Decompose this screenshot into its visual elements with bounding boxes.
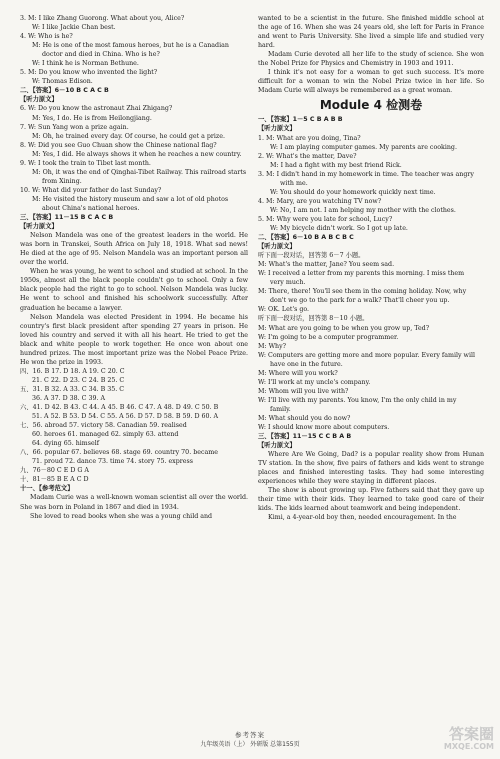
text-line: W: Thomas Edison. bbox=[32, 78, 93, 86]
text-line: very much. bbox=[270, 279, 306, 287]
text-line: 5. M: Do you know who invented the light? bbox=[20, 69, 158, 77]
text-line: 5. M: Why were you late for school, Lucy? bbox=[258, 215, 393, 223]
text-line: M: I had a fight with my best friend Rick. bbox=[270, 161, 402, 169]
text-line: M: He is one of the most famous heroes, but he is a Canadian bbox=[32, 42, 229, 50]
text-line: 4. W: Who is he? bbox=[20, 33, 73, 41]
text-line: W: I'll work at my uncle's company. bbox=[258, 378, 371, 386]
text-line: W: I'll live with my parents. You know, I'm the only child in my bbox=[258, 396, 457, 404]
text-line: W: I should know more about computers. bbox=[258, 424, 390, 432]
text-line: M: Why? bbox=[258, 342, 287, 350]
text-line: 6. W: Do you know the astronaut Zhai Zhigang? bbox=[20, 105, 173, 113]
text-line: W: My bicycle didn't work. So I got up late. bbox=[270, 224, 408, 232]
answer-line: 七、56. abroad 57. victory 58. Canadian 59. realised bbox=[20, 422, 187, 430]
passage-paragraph: Madam Curie devoted all her life to the study of science. She won the Nobel Prize for Physics and Chemistry in 1903 and 1911. bbox=[258, 51, 484, 68]
passage-paragraph: When he was young, he went to school and studied at school. In the 1950s, almost all the black people couldn't go to school. Only a few black people had the right to go to school. Nelson Mandela was lucky. He went to school and finished his schoolwork successfully. After graduation he became a lawyer. bbox=[20, 268, 248, 312]
passage-paragraph: She loved to read books when she was a young child and bbox=[30, 512, 213, 520]
answer-line: 六、41. D 42. B 43. C 44. A 45. B 46. C 47. A 48. D 49. C 50. B bbox=[20, 404, 219, 412]
section-label: 【听力原文】 bbox=[258, 125, 296, 133]
section-answer-header: 三、【答案】11－15 B C A C B bbox=[20, 214, 114, 222]
text-line: doctor and died in China. Who is he? bbox=[42, 51, 160, 59]
section-label: 【听力原文】 bbox=[20, 223, 58, 231]
text-line: W: No, I am not. I am helping my mother with the clothes. bbox=[270, 206, 456, 214]
passage-paragraph: Nelson Mandela was elected President in 1994. He became his country's first black president after spending 27 years in prison. He loved his country and served it with all his heart. He tried to get the black and white people to work together. He once won about one hundred prizes. The most important prize was the Nobel Peace Prize. He won the prize in 1993. bbox=[20, 313, 248, 366]
answer-line: 四、16. B 17. D 18. A 19. C 20. C bbox=[20, 367, 125, 375]
footer-label: 参考答案 bbox=[235, 731, 265, 739]
passage-paragraph: Kimi, a 4-year-old boy then, needed encouragement. In the bbox=[268, 514, 457, 522]
answer-line: 十、81－85 B E A C D bbox=[20, 476, 89, 484]
text-line: W: Computers are getting more and more popular. Every family will bbox=[258, 351, 475, 359]
section-label: 【听力原文】 bbox=[258, 442, 296, 450]
text-line: M: He visited the history museum and saw a lot of old photos bbox=[32, 195, 229, 203]
section-answer-header: 二、【答案】6－10 B C A C B bbox=[20, 87, 109, 95]
section-answer-header: 二、【答案】6－10 B A B C B C bbox=[258, 234, 354, 242]
answer-line: 五、31. B 32. A 33. C 34. B 35. C bbox=[20, 385, 125, 393]
left-column bbox=[20, 14, 248, 521]
answer-line: 64. dying 65. himself bbox=[32, 440, 100, 448]
text-line: 3. M: I didn't hand in my homework in time. The teacher was angry bbox=[258, 170, 474, 178]
watermark-logo bbox=[422, 727, 494, 755]
watermark-url: MXQE.COM bbox=[443, 742, 494, 751]
section-label: 【听力原文】 bbox=[20, 96, 58, 104]
text-line: 10. W: What did your father do last Sunday? bbox=[20, 186, 162, 194]
text-line: have one in the future. bbox=[270, 360, 343, 368]
text-line: M: Where will you work? bbox=[258, 369, 338, 377]
answer-line: 九、76－80 C E D G A bbox=[20, 467, 89, 475]
text-line: M: Yes, I do. He is from Heilongjiang. bbox=[32, 114, 152, 122]
footer-page-info: 九年级英语（上） 外研版 总第155页 bbox=[200, 741, 300, 748]
section-answer-header: 三、【答案】11－15 C C B A B bbox=[258, 433, 352, 441]
text-line: 4. M: Mary, are you watching TV now? bbox=[258, 197, 382, 205]
answer-line: 36. A 37. D 38. C 39. A bbox=[32, 394, 106, 402]
text-line: 3. M: I like Zhang Guorong. What about you, Alice? bbox=[20, 15, 185, 22]
text-line: 听下面一段对话，回答第 6－7 小题。 bbox=[258, 252, 365, 260]
text-line: 9. W: I took the train to Tibet last month. bbox=[20, 159, 151, 167]
text-line: W: OK. Let's go. bbox=[258, 306, 310, 314]
section-answer-header: 十一、【参考范文】 bbox=[20, 485, 74, 493]
text-line: M: There, there! You'll see them in the coming holiday. Now, why bbox=[258, 288, 467, 296]
text-line: M: What's the matter, Jane? You seem sad. bbox=[258, 261, 395, 269]
module-title: Module 4 检测卷 bbox=[319, 98, 423, 113]
passage-paragraph: I think it's not easy for a woman to get such success. It's more difficult for a woman to win the Nobel Prize twice in her life. So Madam Curie will always be remembered as a great woman. bbox=[258, 69, 484, 95]
text-line: don't we go to the park for a walk? That'll cheer you up. bbox=[270, 297, 450, 305]
passage-paragraph: The show is about growing up. Five fathers said that they gave up their time with their kids. They learned to take good care of their kids. The kids learned about teamwork and being independent. bbox=[258, 487, 484, 513]
answer-line: 71. proud 72. dance 73. time 74. story 75. express bbox=[32, 458, 193, 466]
text-line: M: What should you do now? bbox=[258, 414, 351, 422]
passage-paragraph: Where Are We Going, Dad? is a popular reality show from Hunan TV station. In the show, five pairs of fathers and kids went to strange places and finished interesting tasks. They had some interesting experiences while they were staying in different places. bbox=[258, 451, 484, 486]
text-line: 1. M: What are you doing, Tina? bbox=[258, 134, 361, 142]
text-line: M: Oh, he trained every day. Of course, he could get a prize. bbox=[32, 132, 225, 140]
answer-line: 51. A 52. B 53. D 54. C 55. A 56. D 57. D 58. B 59. D 60. A bbox=[32, 413, 219, 421]
text-line: 2. W: What's the matter, Dave? bbox=[258, 152, 357, 160]
answer-line: 21. C 22. D 23. C 24. B 25. C bbox=[32, 376, 125, 384]
text-line: from Xining. bbox=[42, 177, 82, 185]
text-line: M: What are you going to be when you grow up, Ted? bbox=[258, 324, 430, 332]
watermark-text: 答案圈 bbox=[448, 725, 494, 743]
text-line: W: I like Jackie Chan best. bbox=[32, 24, 116, 32]
passage-paragraph: Madam Curie was a well-known woman scientist all over the world. She was born in Poland in 1867 and died in 1934. bbox=[20, 494, 248, 511]
text-line: 7. W: Sun Yang won a prize again. bbox=[20, 123, 129, 131]
text-line: W: I'm going to be a computer programmer. bbox=[258, 333, 399, 341]
text-line: family. bbox=[270, 405, 291, 413]
text-line: M: Oh, it was the end of Qinghai-Tibet Railway. This railroad starts bbox=[32, 168, 247, 176]
passage-paragraph: wanted to be a scientist in the future. She finished middle school at the age of 16. When she was 24 years old, she left for Paris in France and went to Paris University. She lived a simple life and studied very hard. bbox=[258, 15, 484, 50]
text-line: 听下面一段对话，回答第 8－10 小题。 bbox=[258, 315, 369, 323]
text-line: W: I think he is Norman Bethune. bbox=[32, 60, 139, 68]
text-line: W: You should do your homework quickly next time. bbox=[270, 188, 436, 196]
passage-paragraph: Nelson Mandela was one of the greatest leaders in the world. He was born in Transkei, South Africa on July 18, 1918. What sad news! He died at the age of 95. Nelson Mandela was an important person all over the world. bbox=[20, 232, 248, 267]
text-line: about China's national heroes. bbox=[42, 204, 140, 212]
text-line: 8. W: Did you see Guo Chuan show the Chinese national flag? bbox=[20, 141, 217, 149]
text-line: M: Whom will you live with? bbox=[258, 387, 349, 395]
section-label: 【听力原文】 bbox=[258, 243, 296, 251]
section-answer-header: 一、【答案】1－5 C B A B B bbox=[258, 116, 343, 124]
text-line: with me. bbox=[280, 179, 308, 187]
text-line: W: I received a letter from my parents this morning. I miss them bbox=[258, 270, 465, 278]
answer-line: 60. heroes 61. managed 62. simply 63. attend bbox=[32, 431, 179, 439]
text-line: M: Yes, I did. He always shows it when he reaches a new country. bbox=[32, 150, 242, 158]
right-column bbox=[258, 14, 484, 523]
text-line: W: I am playing computer games. My parents are cooking. bbox=[270, 143, 457, 151]
answer-line: 八、66. popular 67. believes 68. stage 69. country 70. became bbox=[20, 449, 218, 457]
